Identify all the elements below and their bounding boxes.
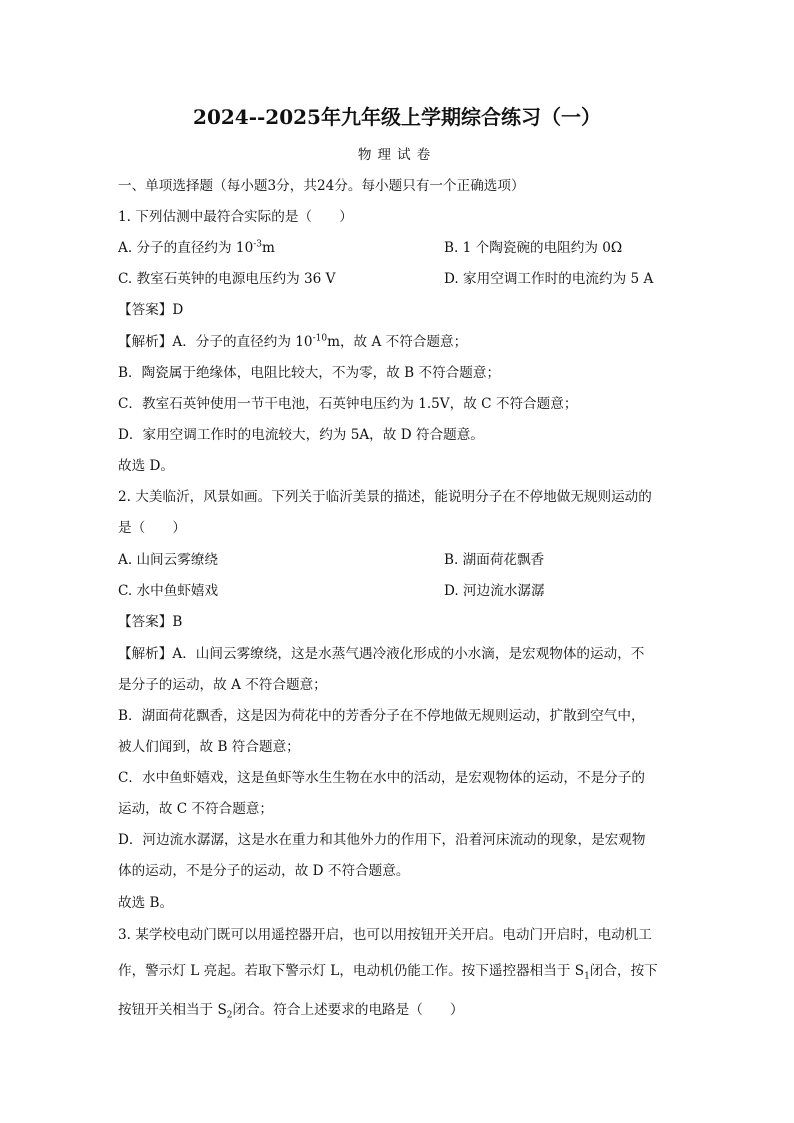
- q1-explanation-d: D．家用空调工作时的电流较大，约为 5A，故 D 符合题意。: [118, 427, 484, 443]
- q2-stem-line2: 是（ ）: [118, 520, 186, 536]
- page-subtitle: 物理试卷: [357, 147, 437, 163]
- q2-option-c: C. 水中鱼虾嬉戏: [118, 583, 219, 599]
- q2-explanation-d-line2: 体的运动，不是分子的运动，故 D 不符合题意。: [118, 863, 410, 879]
- q2-answer: 【答案】B: [118, 614, 183, 630]
- q1-choose: 故选 D。: [118, 458, 175, 474]
- q1-stem: 1. 下列估测中最符合实际的是（ ）: [118, 209, 353, 225]
- q2-option-a: A. 山间云雾缭绕: [118, 552, 219, 568]
- q2-explanation-a-line2: 是分子的运动，故 A 不符合题意；: [118, 677, 327, 693]
- q2-explanation-b-line2: 被人们闻到，故 B 符合题意；: [118, 739, 300, 755]
- q2-explanation-a-line1: 【解析】A．山间云雾缭绕，这是水蒸气遇冷液化形成的小水滴，是宏观物体的运动，不: [118, 646, 645, 662]
- q1-option-a-text: A. 分子的直径约为 10: [118, 240, 254, 256]
- q1-option-b: B. 1 个陶瓷碗的电阻约为 0Ω: [444, 240, 623, 256]
- q1-explanation-a-exponent: -10: [312, 333, 328, 344]
- q1-option-c: C. 教室石英钟的电源电压约为 36 V: [118, 271, 336, 287]
- q1-option-d: D. 家用空调工作时的电流约为 5 A: [444, 271, 654, 287]
- q1-explanation-b: B．陶瓷属于绝缘体，电阻比较大，不为零，故 B 不符合题意；: [118, 365, 501, 381]
- q3-stem-line3-rest: 闭合。符合上述要求的电路是（ ）: [232, 1002, 464, 1018]
- section-heading: 一、单项选择题（每小题3分，共24分。每小题只有一个正确选项）: [118, 178, 525, 194]
- q1-option-a: [118, 238, 275, 258]
- q1-option-a-exponent: -3: [253, 239, 263, 250]
- q3-stem-line3-text: 按钮开关相当于 S: [118, 1002, 227, 1018]
- q2-option-d: D. 河边流水潺潺: [444, 583, 545, 599]
- q3-stem-line2-text: 作，警示灯 L 亮起。若取下警示灯 L，电动机仍能工作。按下遥控器相当于 S: [118, 963, 585, 979]
- q2-explanation-d-line1: D．河边流水潺潺，这是水在重力和其他外力的作用下，沿着河床流动的现象，是宏观物: [118, 832, 646, 848]
- q3-stem-line2: [118, 961, 658, 981]
- q2-stem-line1: 2. 大美临沂，风景如画。下列关于临沂美景的描述，能说明分子在不停地做无规则运动的: [118, 489, 652, 505]
- q2-explanation-c-line2: 运动，故 C 不符合题意；: [118, 801, 273, 817]
- q3-switch-s1-subscript: 1: [584, 971, 590, 982]
- q3-stem-line2-rest: 闭合，按下: [589, 963, 658, 979]
- q2-explanation-b-line1: B．湖面荷花飘香，这是因为荷花中的芳香分子在不停地做无规则运动，扩散到空气中，: [118, 708, 645, 724]
- q3-switch-s2-subscript: 2: [226, 1010, 233, 1021]
- q3-stem-line1: 3. 某学校电动门既可以用遥控器开启，也可以用按钮开关开启。电动门开启时，电动机工: [118, 927, 652, 943]
- q2-choose: 故选 B。: [118, 895, 174, 911]
- q1-explanation-a: [118, 332, 467, 352]
- q1-explanation-c: C．教室石英钟使用一节干电池，石英钟电压约为 1.5V，故 C 不符合题意；: [118, 396, 578, 412]
- q1-option-a-unit: m: [262, 240, 275, 256]
- q1-answer: 【答案】D: [118, 302, 184, 318]
- q1-explanation-a-text: 【解析】A．分子的直径约为 10: [118, 334, 313, 350]
- page-title: 2024--2025年九年级上学期综合练习（一）: [193, 105, 601, 129]
- q3-stem-line3: [118, 1000, 464, 1020]
- q1-explanation-a-rest: m，故 A 不符合题意；: [327, 334, 468, 350]
- q2-explanation-c-line1: C．水中鱼虾嬉戏，这是鱼虾等水生生物在水中的活动，是宏观物体的运动，不是分子的: [118, 770, 645, 786]
- q2-option-b: B. 湖面荷花飘香: [444, 552, 545, 568]
